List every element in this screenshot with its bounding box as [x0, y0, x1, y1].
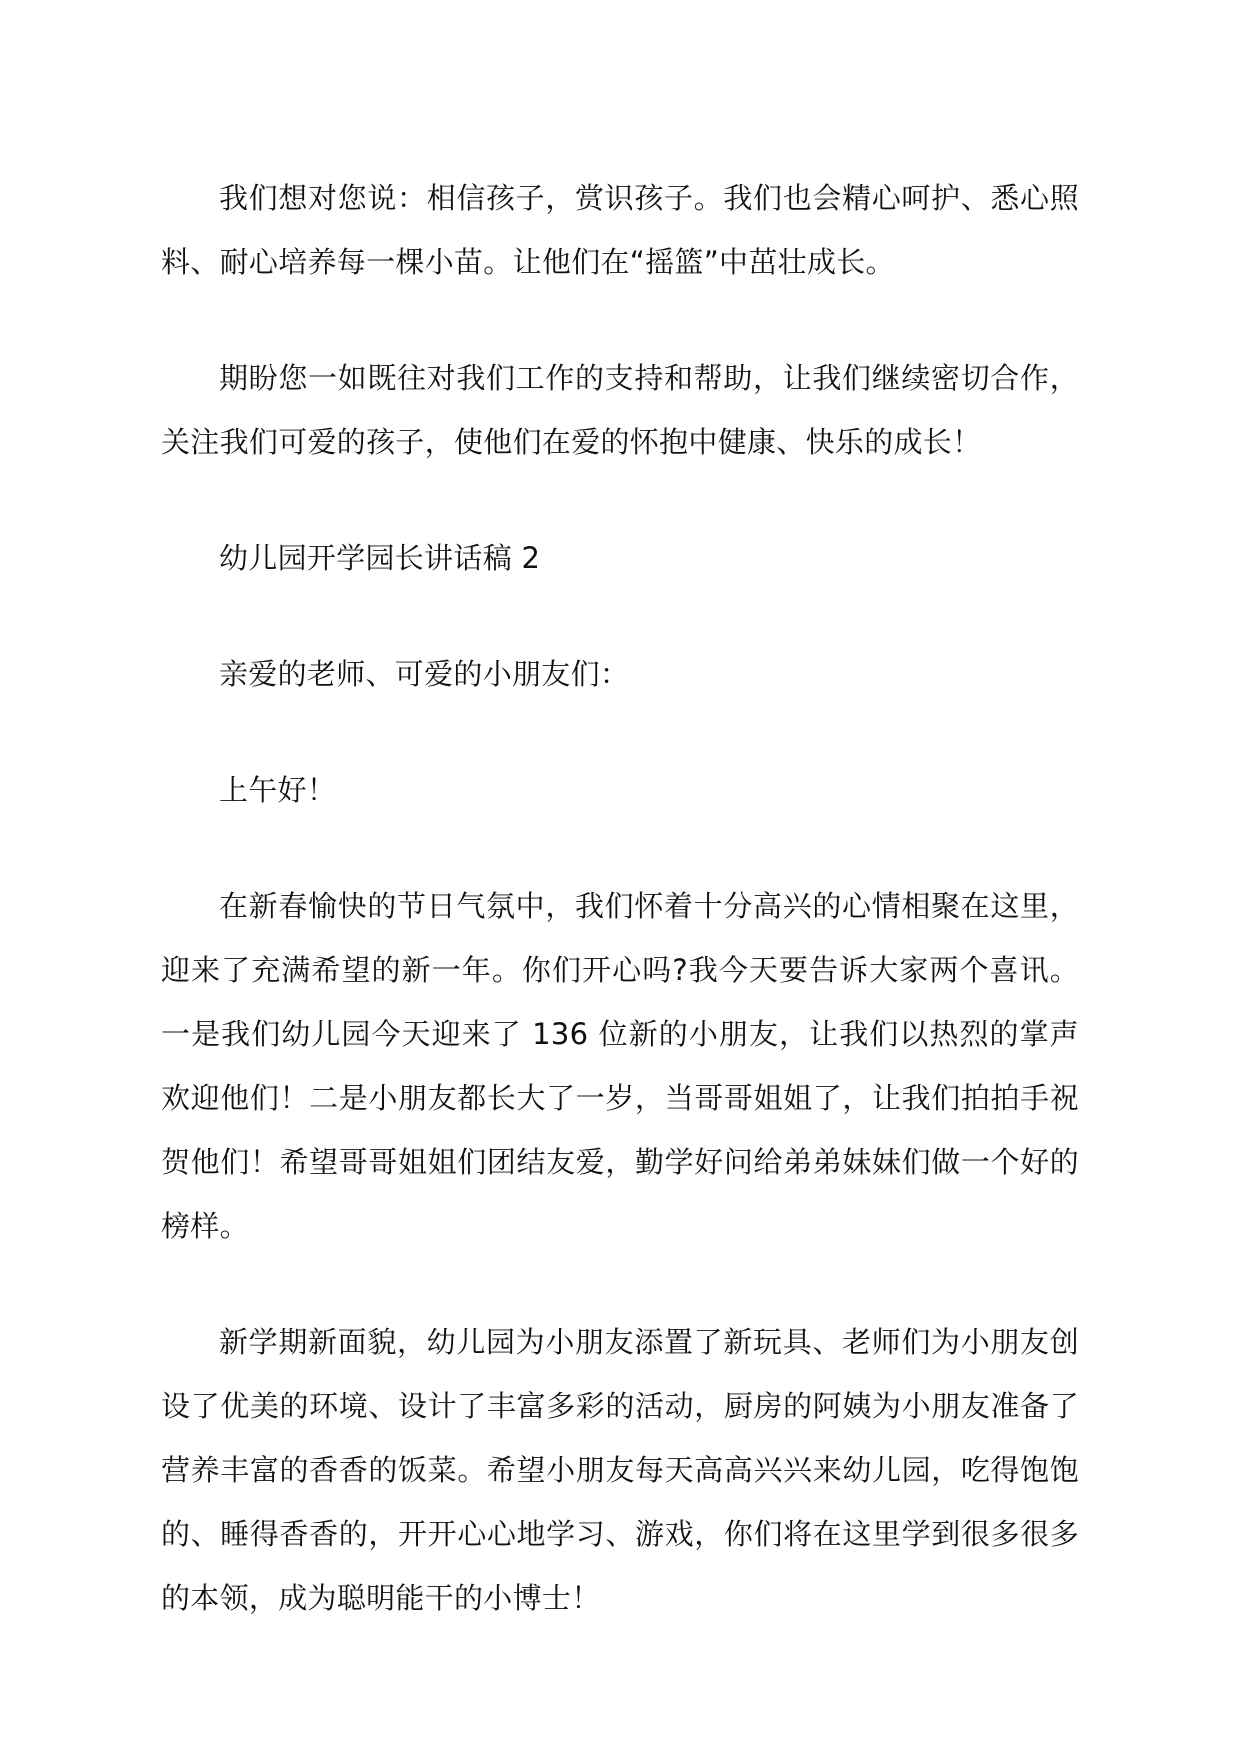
paragraph-news: 在新春愉快的节日气氛中，我们怀着十分高兴的心情相聚在这里，迎来了充满希望的新一年。你们开心吗?我今天要告诉大家两个喜讯。一是我们幼儿园今天迎来了 136 位新的小朋友，让我们以热烈的掌声欢迎他们！二是小朋友都长大了一岁，当哥哥姐姐了，让我们拍拍手祝贺他们！希望哥哥姐姐们团结友爱，勤学好问给弟弟妹妹们做一个好的榜样。 [161, 889, 1079, 1243]
paragraph-gap [161, 474, 1079, 526]
paragraph-hope: 期盼您一如既往对我们工作的支持和帮助，让我们继续密切合作，关注我们可爱的孩子，使他们在爱的怀抱中健康、快乐的成长！ [161, 361, 1079, 459]
paragraph-advice: 我们想对您说：相信孩子，赏识孩子。我们也会精心呵护、悉心照料、耐心培养每一棵小苗。让他们在“摇篮”中茁壮成长。 [161, 181, 1079, 279]
salutation: 亲爱的老师、可爱的小朋友们： [219, 657, 630, 691]
document-body [161, 166, 1079, 1630]
paragraph-gap [161, 822, 1079, 874]
paragraph-new-term: 新学期新面貌，幼儿园为小朋友添置了新玩具、老师们为小朋友创设了优美的环境、设计了丰富多彩的活动，厨房的阿姨为小朋友准备了营养丰富的香香的饭菜。希望小朋友每天高高兴兴来幼儿园，吃得饱饱的、睡得香香的，开开心心地学习、游戏，你们将在这里学到很多很多的本领，成为聪明能干的小博士！ [161, 1325, 1079, 1615]
paragraph-gap [161, 294, 1079, 346]
paragraph-gap [161, 590, 1079, 642]
greeting: 上午好！ [219, 773, 337, 807]
paragraph-gap [161, 1258, 1079, 1310]
paragraph-gap [161, 706, 1079, 758]
section-title: 幼儿园开学园长讲话稿 2 [219, 541, 541, 575]
